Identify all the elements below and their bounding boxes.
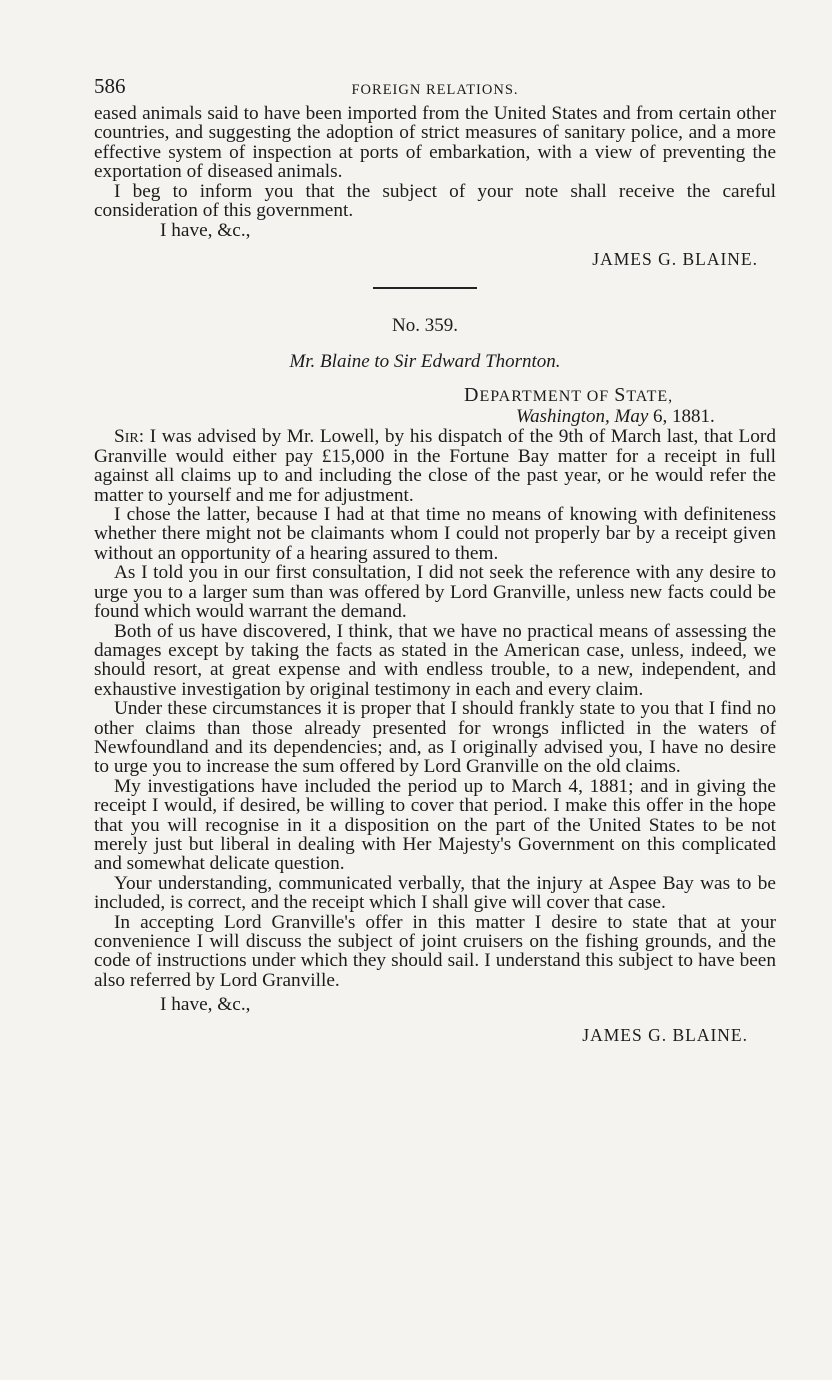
dateline	[464, 385, 776, 427]
letter-paragraph-4: Both of us have discovered, I think, that we have no practical means of assessing the damages except by taking the facts as stated in the American case, unless, indeed, we should resort, at great expense and with endless trouble, to a new, independent, and exhaustive investigation by original testimony in each and every claim.	[94, 620, 776, 700]
running-head	[94, 74, 776, 104]
dept-rest-2: TATE,	[626, 388, 674, 406]
letter-heading: Mr. Blaine to Sir Edward Thornton.	[289, 351, 561, 373]
prev-letter-signature: JAMES G. BLAINE.	[592, 249, 758, 270]
paragraph-1-text: : I was advised by Mr. Lowell, by his dispatch of the 9th of March last, that Lord Granville would either pay £15,000 in the Fortune Bay matter for a receipt in full against all claims up to and including the close of the past year, or he would refer the matter to yourself and me for adjustment.	[94, 426, 776, 506]
page-number: 586	[94, 74, 126, 98]
department-line	[464, 385, 776, 407]
prev-letter-closing: I have, &c.,	[160, 220, 251, 242]
letter-paragraph-2: I chose the latter, because I had at that time no means of knowing with definiteness whether there might not be claimants whom I could not properly bar by a receipt given without an opportunity of a hearing assured to them.	[94, 504, 776, 564]
letter-paragraph-1	[94, 427, 776, 505]
letter-paragraph-5: Under these circumstances it is proper that I should frankly state to you that I find no other claims than those already presented for wrongs inflicted in the waters of Newfoundland and its dependencies; and, as I originally advised you, I have no desire to urge you to increase the sum offered by Lord Granville on the old claims.	[94, 698, 776, 778]
document-number: No. 359.	[392, 315, 458, 337]
running-title: FOREIGN RELATIONS.	[351, 82, 519, 98]
letter-paragraph-8: In accepting Lord Granville's offer in this matter I desire to state that at your convenience I will discuss the subject of joint cruisers on the fishing grounds, and the code of instructions under which they should sail. I understand this subject to have been also referred by Lord Granville.	[94, 911, 776, 991]
salutation: Sir	[114, 426, 139, 448]
document-page	[94, 74, 776, 1046]
date-text: 6, 1881.	[653, 406, 715, 428]
place-text: Washington, May	[516, 406, 649, 428]
section-divider	[373, 287, 477, 289]
dept-rest-1: EPARTMENT OF	[479, 388, 615, 406]
letter-paragraph-6: My investigations have included the period up to March 4, 1881; and in giving the receipt I would, if desired, be willing to cover that period. I make this offer in the hope that you will recognise in it a disposition on the part of the United States to be not merely just but liberal in dealing with Her Majesty's Government on this complicated and somewhat delicate question.	[94, 775, 776, 875]
prev-letter-paragraph: I beg to inform you that the subject of your note shall receive the careful consideration of this government.	[94, 180, 776, 222]
letter-paragraph-7: Your understanding, communicated verbally, that the injury at Aspee Bay was to be included, is correct, and the receipt which I shall give will cover that case.	[94, 872, 776, 914]
dept-initial-2: S	[614, 384, 627, 407]
dept-initial-1: D	[464, 384, 480, 407]
place-date-line	[464, 407, 776, 427]
continuation-paragraph: eased animals said to have been imported from the United States and from certain other countries, and suggesting the adoption of strict measures of sanitary police, and a more effective system of inspection at ports of embarkation, with a view of preventing the exportation of diseased animals.	[94, 103, 776, 183]
letter-paragraph-3: As I told you in our first consultation, I did not seek the reference with any desire to urge you to a larger sum than was offered by Lord Granville, unless new facts could be found which would warrant the demand.	[94, 562, 776, 623]
letter-closing: I have, &c.,	[160, 994, 251, 1016]
letter-signature: JAMES G. BLAINE.	[582, 1025, 748, 1046]
